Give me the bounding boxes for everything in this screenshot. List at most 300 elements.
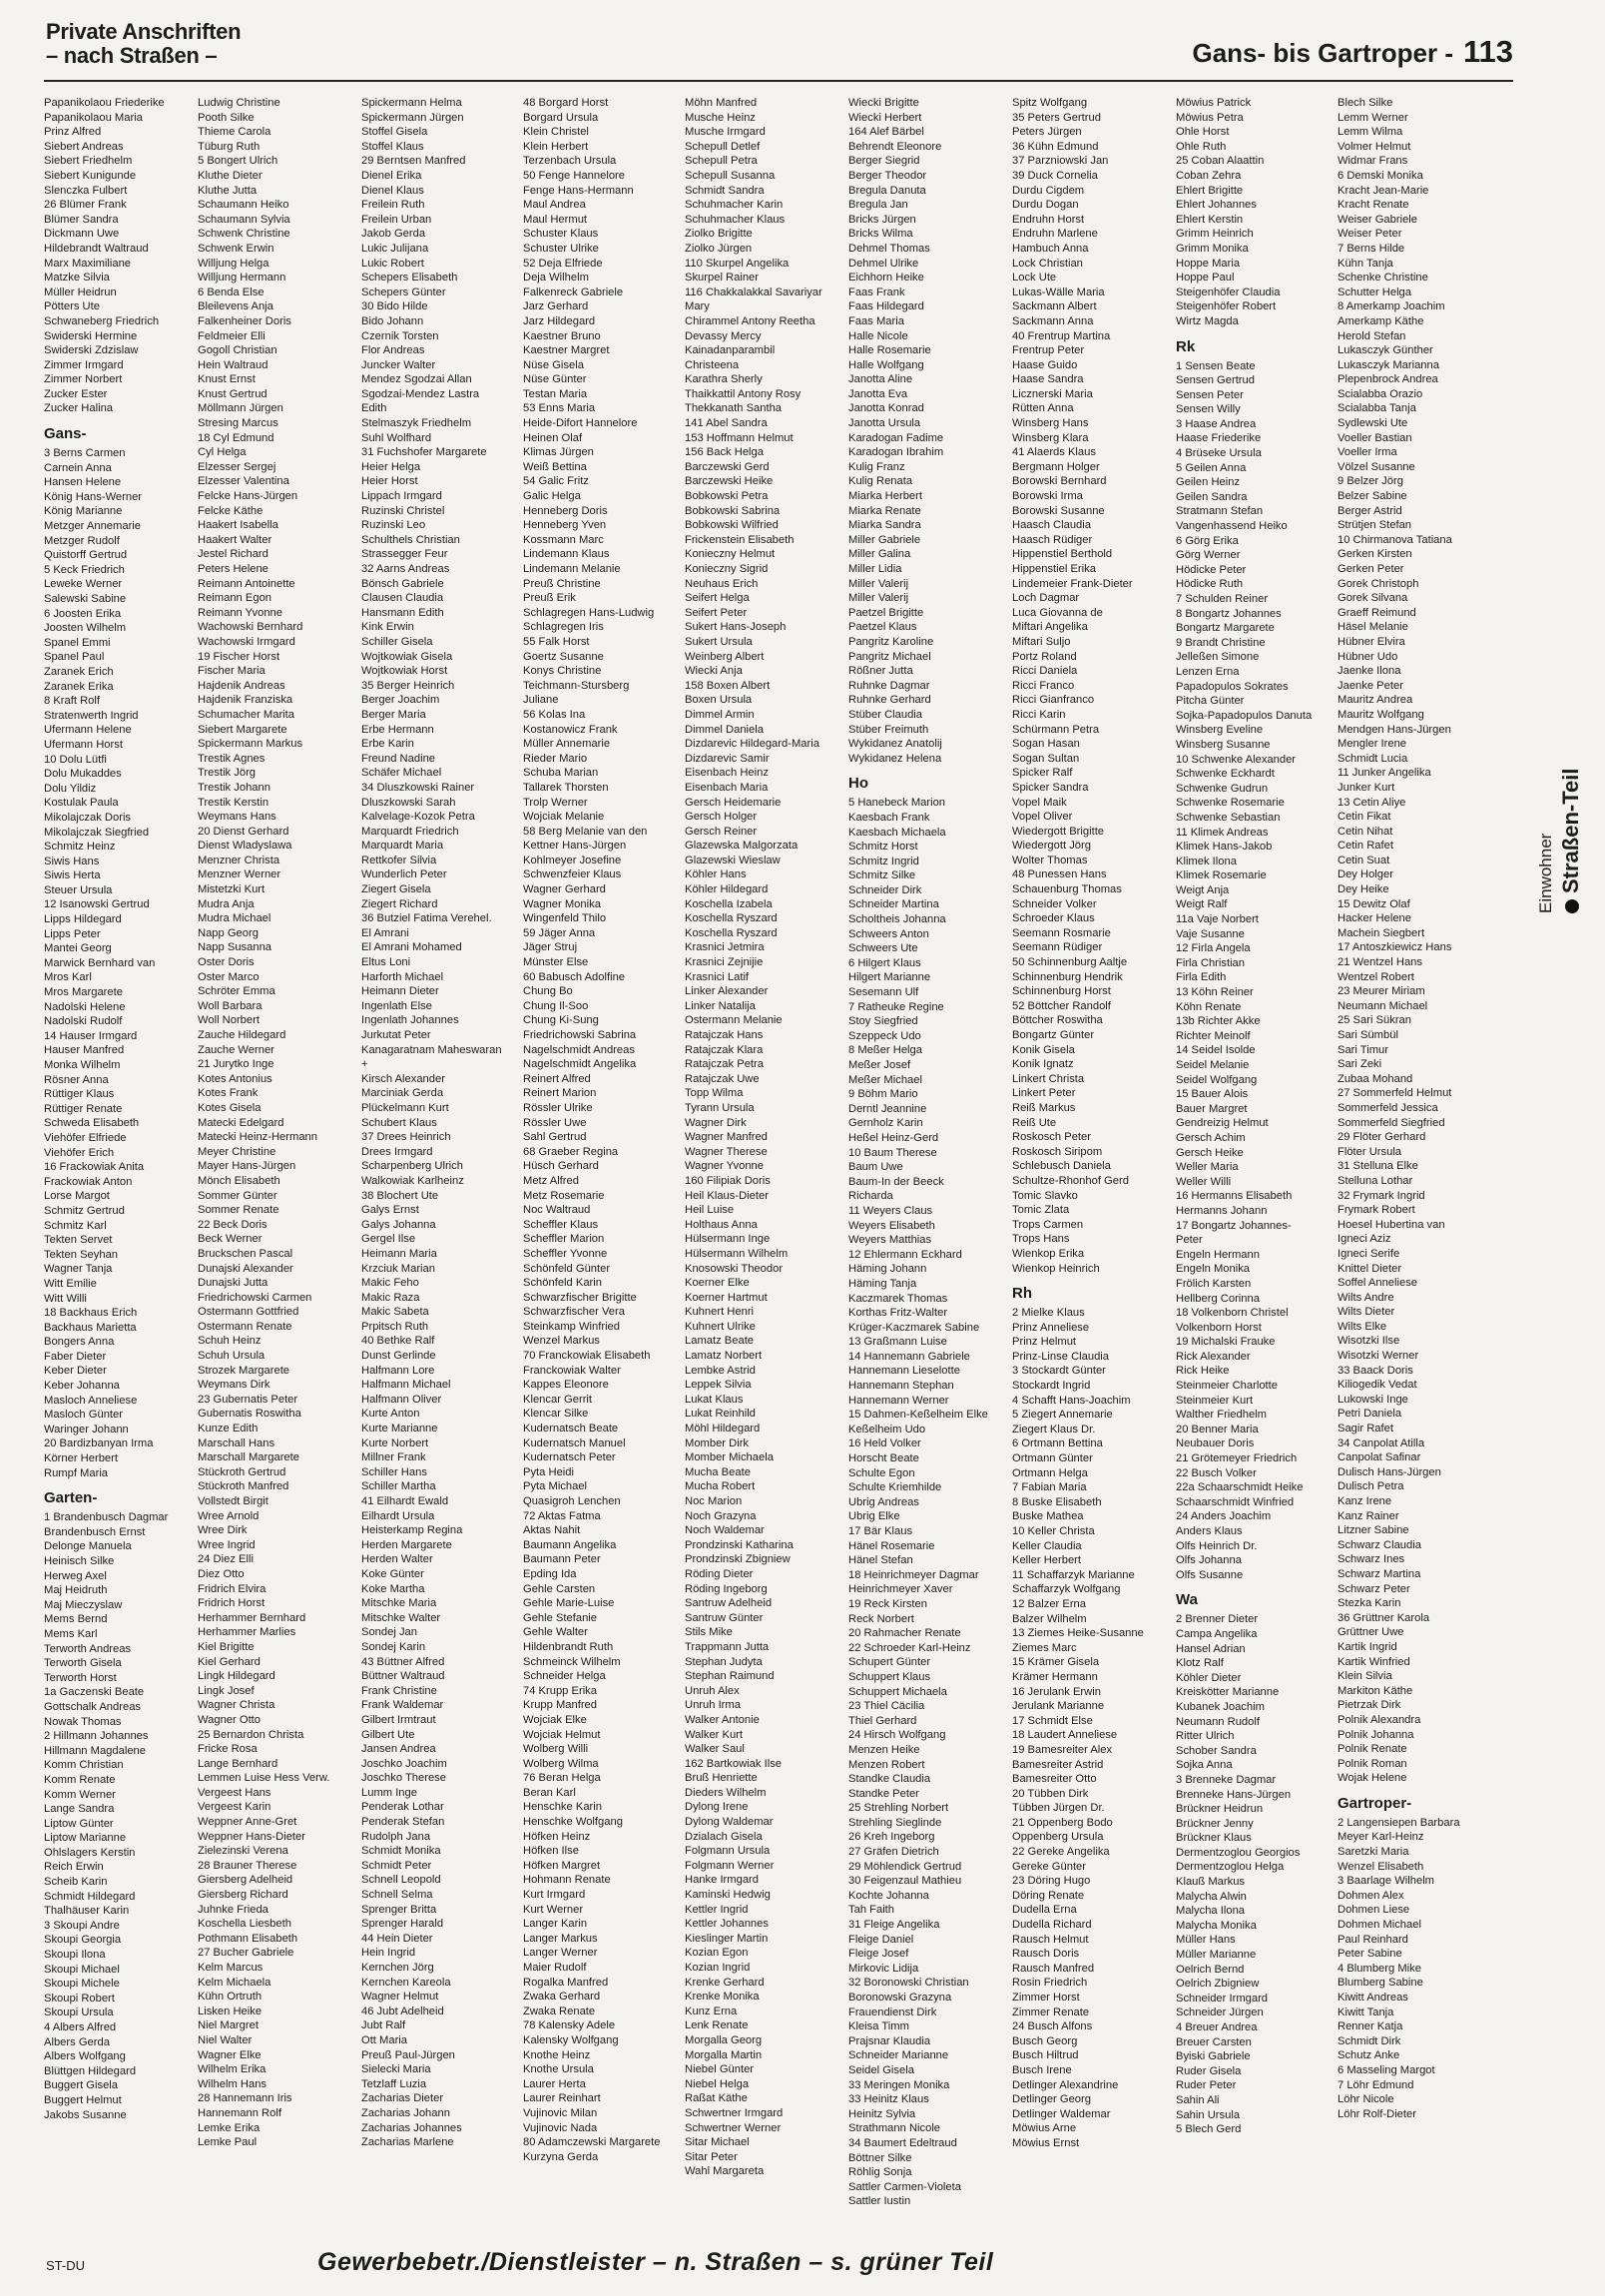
resident-entry: Wojtkowiak Gisela [361,650,453,663]
resident-entry: Heier Horst [361,475,418,488]
resident-entry: Häming Tanja [848,1277,917,1290]
resident-entry: Hajdenik Franziska [198,694,293,707]
resident-entry: Lukat Klaus [685,1393,744,1406]
resident-entry: Möwius Patrick [1176,97,1252,109]
resident-entry: 160 Filipiak Doris [685,1174,771,1187]
resident-entry: Wagner Tanja [44,1263,113,1276]
resident-entry: Schwertner Irmgard [685,2106,784,2119]
resident-entry: Zucker Ester [44,387,108,400]
resident-entry: Höfken Ilse [523,1845,579,1858]
resident-entry: Vopel Maik [1012,796,1067,809]
resident-entry: Konieczny Sigrid [685,563,769,575]
resident-entry: Malycha Monika [1176,1919,1257,1932]
page-number: 113 [1462,34,1513,69]
resident-entry: Herold Stefan [1338,329,1406,342]
resident-entry: 13b Richter Akke [1176,1015,1261,1028]
resident-entry: Frauendienst Dirk [848,2006,937,2018]
resident-entry: Flöter Ursula [1338,1145,1402,1158]
resident-entry: Schmidt Dirk [1338,2034,1401,2047]
resident-entry: Bönsch Gabriele [361,577,444,590]
resident-entry: Kunz Erna [685,2005,738,2017]
resident-entry: Wachowski Bernhard [198,621,303,634]
resident-entry: Schmidt Hildegard [44,1890,136,1903]
resident-entry: Sitar Michael [685,2136,750,2149]
directory-column [685,96,840,2179]
resident-entry: Firla Edith [1176,971,1227,984]
resident-entry: Hein Waltraud [198,358,268,371]
resident-entry: Busch Hiltrud [1012,2049,1079,2062]
resident-entry: 58 Berg Melanie van den [523,825,648,838]
resident-entry: Schinnenburg Hendrik [1012,970,1123,983]
resident-entry: Licznerski Maria [1012,387,1093,400]
resident-entry: Krasnici Jetmira [685,941,765,954]
resident-entry: Schwenk Erwin [198,242,274,255]
resident-entry: Stüber Freimuth [848,723,929,736]
resident-entry: Bruckschen Pascal [198,1247,293,1260]
resident-entry: Berger Maria [361,708,426,721]
resident-entry: Wisotzki Ilse [1338,1335,1400,1348]
resident-entry: 13 Köhn Reiner [1176,986,1254,999]
resident-entry: Siwis Hans [44,855,100,867]
resident-entry: Lukasczyk Marianna [1338,358,1439,371]
resident-entry: 156 Back Helga [685,446,764,459]
resident-entry: Trestik Agnes [198,752,266,765]
resident-entry: Jakob Gerda [361,228,426,241]
resident-entry: 36 Kühn Edmund [1012,140,1099,153]
resident-entry: Scharpenberg Ulrich [361,1160,463,1173]
resident-entry: Wree Dirk [198,1524,248,1537]
resident-entry: Haase Friederike [1176,432,1262,445]
resident-entry: 20 Tübben Dirk [1012,1787,1089,1800]
resident-entry: Tomic Zlata [1012,1204,1070,1217]
resident-entry: 40 Frentrup Martina [1012,329,1111,342]
resident-entry: Cetin Rafet [1338,840,1393,853]
resident-entry: Schumacher Marita [198,708,294,721]
resident-entry: Klauß Markus [1176,1876,1246,1889]
resident-entry: Szeppeck Udo [848,1029,921,1042]
resident-entry: Halfmann Oliver [361,1393,442,1406]
resident-entry: Franckowiak Walter [523,1364,621,1377]
resident-entry: Ohle Horst [1176,126,1230,139]
resident-entry: Marquardt Friedrich [361,825,459,838]
resident-entry: 11 Junker Angelika [1338,767,1431,780]
resident-entry: 5 Ziegert Annemarie [1012,1409,1113,1422]
resident-entry: Rick Alexander [1176,1350,1251,1363]
resident-entry: Dunajski Alexander [198,1262,293,1275]
resident-entry: Röding Dieter [685,1567,754,1580]
resident-entry: 72 Aktas Fatma [523,1509,601,1522]
resident-entry: 158 Boxen Albert [685,679,771,692]
resident-entry: Makic Sabeta [361,1306,429,1319]
resident-entry: Lipps Peter [44,927,101,940]
street-heading: Rk [1176,337,1196,355]
resident-entry: Knothe Ursula [523,2063,594,2076]
resident-entry: Horscht Beate [848,1452,919,1465]
resident-entry: Hülsermann Inge [685,1233,771,1246]
resident-entry: Köhler Hans [685,868,747,881]
resident-entry: Zimmer Renate [1012,2006,1090,2018]
resident-entry: Olfs Heinrich Dr. [1176,1539,1258,1552]
resident-entry: Boxen Ursula [685,694,753,707]
resident-entry: Preuß Erik [523,592,576,605]
resident-entry: 5 Bongert Ulrich [198,155,278,168]
resident-entry: Krenke Gerhard [685,1976,765,1989]
resident-entry: Ubrig Andreas [848,1495,919,1508]
resident-entry: Henneberg Doris [523,504,608,517]
resident-entry: Galys Johanna [361,1218,436,1231]
resident-entry: Knittel Dieter [1338,1262,1402,1275]
resident-entry: Kluthe Dieter [198,169,263,182]
resident-entry: Igneci Aziz [1338,1233,1391,1246]
resident-entry: Schupert Günter [848,1656,931,1669]
resident-entry: Wagner Yvonne [685,1160,764,1173]
resident-entry: Berger Theodor [848,169,927,182]
resident-entry: Schepull Petra [685,155,758,168]
resident-entry: Schlebusch Daniela [1012,1160,1111,1173]
resident-entry: Schneider Dirk [848,883,922,896]
resident-entry: Wojtkowiak Horst [361,665,448,678]
resident-entry: 23 Thiel Cäcilia [848,1700,925,1713]
resident-entry: Zacharias Johannes [361,2121,462,2134]
resident-entry: Woll Norbert [198,1014,260,1027]
resident-entry: Seidel Wolfgang [1176,1073,1258,1086]
resident-entry: Mucha Robert [685,1480,756,1493]
resident-entry: Stüber Claudia [848,708,923,721]
resident-entry: Höfken Heinz [523,1830,591,1843]
resident-entry: Rössler Ulrike [523,1101,593,1114]
resident-entry: Bricks Jürgen [848,213,916,226]
resident-entry: 29 Flöter Gerhard [1338,1131,1426,1144]
resident-entry: Lenzen Erna [1176,665,1240,678]
resident-entry: 18 Volkenborn Christel [1176,1307,1289,1320]
resident-entry: Blüttgen Hildegard [44,2064,137,2077]
resident-entry: 141 Abel Sandra [685,417,768,430]
resident-entry: Weppner Hans-Dieter [198,1830,305,1843]
resident-entry: Penderak Lothar [361,1801,444,1814]
resident-entry: Metz Rosemarie [523,1189,605,1202]
directory-column [1176,96,1332,2137]
resident-entry: Schuhmacher Klaus [685,213,786,226]
resident-entry: Wachowski Irmgard [198,635,295,648]
resident-entry: Hambuch Anna [1012,242,1089,255]
resident-entry: Amerkamp Käthe [1338,314,1424,327]
resident-entry: Tekten Servet [44,1234,113,1247]
resident-entry: Freund Nadine [361,752,436,765]
resident-entry: Junker Kurt [1338,781,1395,794]
resident-entry: Schuppert Klaus [848,1670,931,1683]
resident-entry: Sogan Sultan [1012,752,1080,765]
resident-entry: Nadolski Helene [44,1000,126,1013]
resident-entry: Kiwitt Andreas [1338,1992,1408,2004]
resident-entry: 20 Bardizbanyan Irma [44,1437,154,1450]
resident-entry: Lemke Erika [198,2121,261,2134]
resident-entry: Lamatz Norbert [685,1350,763,1363]
resident-entry: Maj Heidruth [44,1584,108,1597]
resident-entry: Unruh Irma [685,1699,741,1712]
resident-entry: Schwarz Claudia [1338,1538,1421,1551]
resident-entry: Kurte Norbert [361,1436,429,1449]
resident-entry: 23 Döring Hugo [1012,1875,1091,1888]
resident-entry: Weymans Dirk [198,1379,270,1392]
resident-entry: Diez Otto [198,1567,245,1580]
resident-entry: Köhler Dieter [1176,1671,1242,1684]
resident-entry: Koschella Ryszard [685,926,778,939]
resident-entry: Wienkop Erika [1012,1247,1085,1260]
resident-entry: Trops Hans [1012,1233,1070,1246]
resident-entry: Dimmel Armin [685,708,755,721]
resident-entry: Schwenke Sebastian [1176,811,1281,824]
resident-entry: Wagner Dirk [685,1116,747,1129]
resident-entry: Trestik Johann [198,781,270,794]
resident-entry: 40 Bethke Ralf [361,1335,435,1348]
resident-entry: Dienel Klaus [361,184,424,197]
resident-entry: Zacharias Marlene [361,2136,454,2149]
resident-entry: Zimmer Irmgard [44,358,124,371]
resident-entry: Oelrich Bernd [1176,1963,1245,1976]
resident-entry: 18 Heinrichmeyer Dagmar [848,1568,979,1581]
resident-entry: Heier Helga [361,460,421,473]
resident-entry: Berger Siegrid [848,155,920,168]
resident-entry: Reich Erwin [44,1861,104,1874]
resident-entry: Lukat Reinhild [685,1408,756,1421]
resident-entry: 24 Anders Joachim [1176,1510,1272,1523]
resident-entry: Schweers Anton [848,927,929,940]
resident-entry: König Hans-Werner [44,490,143,503]
resident-entry: Bongartz Günter [1012,1029,1095,1041]
resident-entry: Ritter Ulrich [1176,1730,1235,1743]
resident-entry: Maj Mieczyslaw [44,1598,123,1611]
resident-entry: Hänel Rosemarie [848,1539,935,1552]
resident-entry: 21 Grötemeyer Friedrich [1176,1452,1298,1465]
resident-entry: Harforth Michael [361,970,444,983]
resident-entry: Fridrich Elvira [198,1582,267,1595]
header-section-subtitle: – nach Straßen – [46,43,218,68]
side-tab-label-1: Einwohner [1536,833,1555,913]
resident-entry: Ricci Franco [1012,679,1075,692]
resident-entry: Engeln Monika [1176,1263,1251,1276]
resident-entry: Barczewski Heike [685,475,774,488]
street-heading: Wa [1176,1591,1198,1609]
resident-entry: Reimann Egon [198,592,272,605]
resident-entry: Möwius Petra [1176,111,1244,124]
resident-entry: 29 Möhlendick Gertrud [848,1860,962,1873]
resident-entry: Portz Roland [1012,650,1077,663]
resident-entry: Folgmann Werner [685,1859,775,1872]
resident-entry: Kanz Rainer [1338,1509,1399,1522]
resident-entry: Kartik Winfried [1338,1655,1410,1668]
resident-entry: Richarda [848,1190,893,1203]
resident-entry: Haase Sandra [1012,373,1084,386]
resident-entry: Erbe Hermann [361,723,434,736]
resident-entry: Kleisa Timm [848,2020,909,2033]
resident-entry: Halle Wolfgang [848,358,924,371]
resident-entry: 48 Borgard Horst [523,97,609,109]
resident-entry: 6 Görg Erika [1176,534,1239,547]
resident-entry: Heimann Dieter [361,985,439,998]
resident-entry: Zwaka Gerhard [523,1991,601,2004]
resident-entry: 17 Antoszkiewicz Hans [1338,941,1452,954]
resident-entry: Detlinger Georg [1012,2093,1091,2106]
resident-entry: Müller Annemarie [523,738,611,751]
resident-entry: Hannemann Stephan [848,1380,954,1393]
resident-entry: Zubaa Mohand [1338,1072,1413,1085]
resident-entry: Heßel Heinz-Gerd [848,1131,939,1144]
resident-entry: Blech Silke [1338,97,1393,109]
resident-entry: Miller Lidia [848,563,902,575]
resident-entry: 4 Breuer Andrea [1176,2021,1258,2033]
resident-entry: Dudella Erna [1012,1904,1077,1917]
resident-entry: Igneci Serife [1338,1247,1400,1260]
resident-entry: Kurt Werner [523,1903,584,1916]
resident-entry: 11a Vaje Norbert [1176,913,1259,926]
resident-entry: Wiecki Herbert [848,111,922,124]
resident-entry: Stückroth Manfred [198,1480,289,1493]
resident-entry: Unruh Alex [685,1684,740,1697]
resident-entry: Brückner Jenny [1176,1817,1254,1830]
resident-entry: Stoffel Klaus [361,140,424,153]
resident-entry: Papadopulos Sokrates [1176,680,1289,693]
resident-entry: Hansen Helene [44,476,122,489]
resident-entry: Ubrig Elke [848,1510,900,1523]
resident-entry: Giersberg Richard [198,1889,288,1902]
resident-entry: 153 Hoffmann Helmut [685,431,794,444]
resident-entry: Miller Valerij [848,592,909,605]
resident-entry: Gehle Carsten [523,1582,596,1595]
resident-entry: Kartik Ingrid [1338,1640,1397,1653]
resident-entry: Albers Gerda [44,2035,110,2048]
resident-entry: Lamatz Beate [685,1335,755,1348]
resident-entry: Leweke Werner [44,578,123,591]
resident-entry: Neubauer Doris [1176,1437,1255,1450]
resident-entry: Fleige Daniel [848,1933,914,1946]
resident-entry: Gubernatis Roswitha [198,1408,301,1421]
resident-entry: Musche Irmgard [685,126,766,139]
resident-entry: Weymans Hans [198,811,276,824]
resident-entry: 29 Berntsen Manfred [361,155,466,168]
resident-entry: 17 Bär Klaus [848,1525,913,1537]
resident-entry: Vergeest Hans [198,1786,271,1799]
resident-entry: Wienkop Heinrich [1012,1262,1100,1275]
resident-entry: Ziegert Richard [361,897,438,910]
resident-entry: Konieczny Helmut [685,548,776,561]
resident-entry: Zauche Hildegard [198,1029,286,1041]
resident-entry: Nagelschmidt Angelika [523,1058,637,1071]
resident-entry: Heinen Olaf [523,431,583,444]
resident-entry: Stelluna Lothar [1338,1174,1413,1187]
resident-entry: Schneider Marianne [848,2049,949,2062]
resident-entry: Keber Johanna [44,1380,120,1393]
resident-entry: Haakert Walter [198,533,272,546]
resident-entry: 2 Brenner Dieter [1176,1613,1259,1626]
resident-entry: Delonge Manuela [44,1540,132,1553]
resident-entry: Nüse Gisela [523,358,584,371]
resident-entry: 21 Oppenberg Bodo [1012,1816,1113,1829]
resident-entry: Standke Claudia [848,1773,931,1786]
resident-entry: Stresing Marcus [198,417,278,430]
resident-entry: 4 Schafft Hans-Joachim [1012,1394,1131,1407]
resident-entry: Schneider Volker [1012,897,1097,910]
resident-entry: Zwaka Renate [523,2005,596,2017]
resident-entry: Schiller Hans [361,1465,427,1478]
resident-entry: Dienst Wladyslawa [198,840,292,853]
resident-entry: Schulte Egon [848,1466,915,1479]
resident-entry: Linker Alexander [685,985,769,998]
resident-entry: Ricci Gianfranco [1012,694,1095,707]
resident-entry: Lindemann Melanie [523,563,621,575]
resident-entry: Litzner Sabine [1338,1524,1409,1537]
resident-entry: Mikolajczak Siegfried [44,826,150,839]
resident-entry: Bergmann Holger [1012,460,1100,473]
resident-entry: 15 Bauer Alois [1176,1088,1249,1101]
resident-entry: Napp Georg [198,926,259,939]
resident-entry: 19 Fischer Horst [198,650,280,663]
resident-entry: 5 Geilen Anna [1176,461,1247,474]
resident-entry: Zaranek Erika [44,680,114,693]
resident-entry: Lippach Irmgard [361,490,442,503]
resident-entry: Quasigroh Lenchen [523,1495,621,1507]
resident-entry: Freilein Ruth [361,199,425,212]
resident-entry: Hannemann Werner [848,1394,949,1407]
resident-entry: Eilhardt Ursula [361,1509,435,1522]
resident-entry: Nowak Thomas [44,1715,122,1728]
resident-entry: Eltus Loni [361,956,411,969]
resident-entry: Erbe Karin [361,738,414,751]
resident-entry: 1a Gaczenski Beate [44,1686,145,1699]
resident-entry: Terzenbach Ursula [523,155,617,168]
resident-entry: 6 Joosten Erika [44,607,122,620]
resident-entry: Witt Emilie [44,1277,97,1290]
resident-entry: Leppek Silvia [685,1379,752,1392]
resident-entry: 5 Hanebeck Marion [848,797,946,810]
resident-entry: Lemke Paul [198,2136,258,2149]
resident-entry: 1 Brandenbusch Dagmar [44,1511,169,1524]
directory-columns [44,96,1460,2262]
resident-entry: Wolberg Wilma [523,1757,599,1770]
resident-entry: Galic Helga [523,490,581,503]
resident-entry: 6 Demski Monika [1338,169,1423,182]
resident-entry: Folgmann Ursula [685,1845,771,1858]
resident-entry: 13 Ziemes Heike-Susanne [1012,1627,1144,1640]
resident-entry: 11 Weyers Claus [848,1204,933,1217]
resident-entry: 21 Jurytko Inge [198,1058,274,1071]
resident-entry: Lipps Hildegard [44,913,122,926]
resident-entry: Busch Irene [1012,2063,1072,2076]
resident-entry: Niel Margret [198,2019,259,2032]
resident-entry: 11 Schaffarzyk Marianne [1012,1568,1135,1581]
resident-entry: Ratajczak Petra [685,1058,764,1071]
resident-entry: Häsel Melanie [1338,621,1408,634]
resident-entry: Marschall Margarete [198,1451,299,1464]
resident-entry: Thekkanath Santha [685,402,783,415]
resident-entry: 25 Coban Alaattin [1176,155,1265,168]
resident-entry: Koschella Izabela [685,897,773,910]
resident-entry: 17 Schmidt Else [1012,1714,1093,1727]
resident-entry: Feldmeier Elli [198,329,266,342]
resident-entry: Schauenburg Thomas [1012,883,1122,896]
resident-entry: 30 Bido Hilde [361,300,428,313]
resident-entry: Byiski Gabriele [1176,2050,1251,2063]
resident-entry: 25 Bernardon Christa [198,1728,304,1741]
resident-entry: Weppner Anne-Gret [198,1816,297,1829]
resident-entry: Hoppe Maria [1176,257,1241,270]
resident-entry: Momber Michaela [685,1451,774,1464]
resident-entry: 14 Seidel Isolde [1176,1044,1256,1057]
resident-entry: Keßelheim Udo [848,1423,926,1435]
resident-entry: Kaminski Hedwig [685,1889,771,1902]
directory-column [198,96,353,2150]
resident-entry: Viehöfer Erich [44,1146,115,1159]
resident-entry: Luca Giovanna de [1012,606,1103,619]
